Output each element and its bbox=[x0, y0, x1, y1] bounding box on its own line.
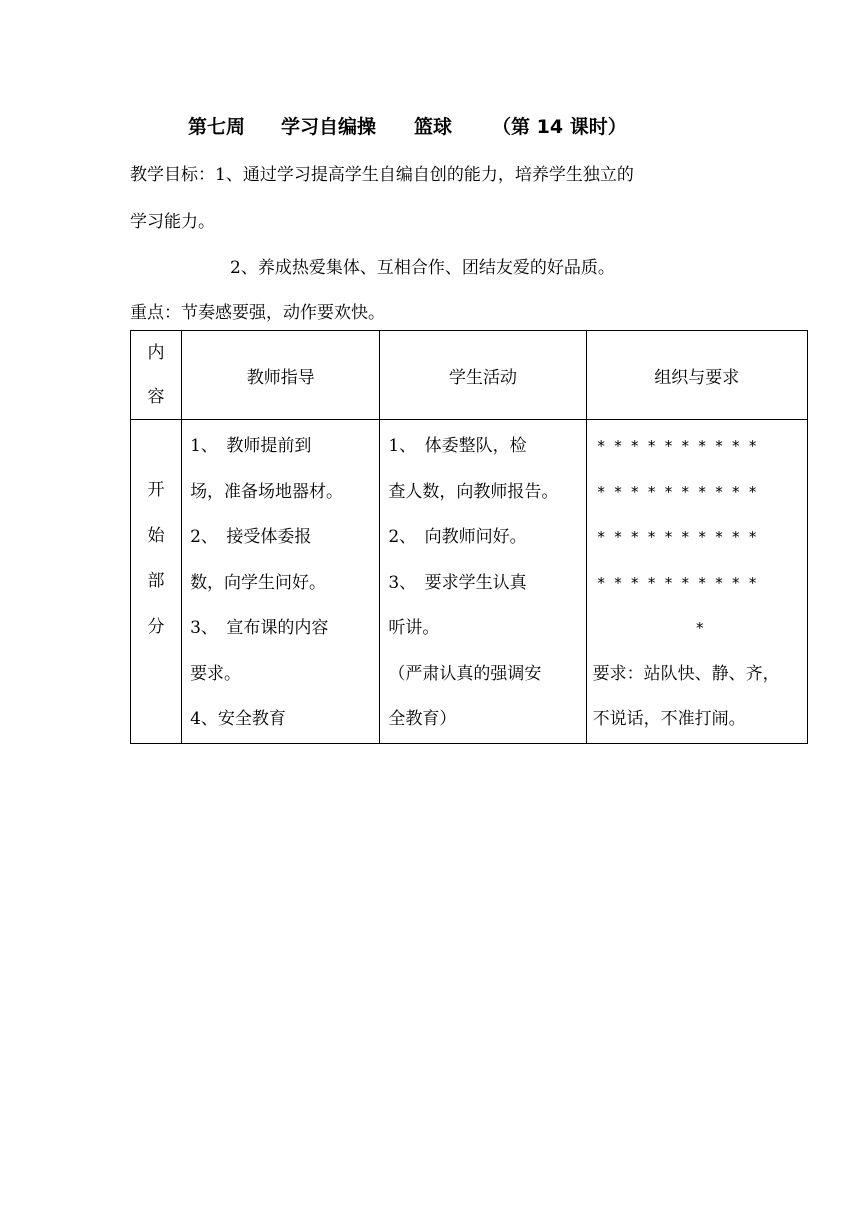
formation-star-row: ********** bbox=[596, 437, 765, 455]
org-requirement-line: 不说话，不准打闹。 bbox=[592, 709, 746, 729]
goals-line-2: 学习能力。 bbox=[130, 212, 215, 232]
student-line: 1、 体委整队，检 bbox=[388, 436, 527, 456]
lesson-table bbox=[130, 330, 808, 744]
title-topic: 学习自编操 bbox=[281, 116, 377, 138]
header-content-char: 容 bbox=[147, 387, 165, 407]
teacher-cell bbox=[182, 420, 380, 744]
key-point: 重点：节奏感要强，动作要欢快。 bbox=[130, 303, 385, 323]
page-title bbox=[188, 112, 627, 139]
student-line: （严肃认真的强调安 bbox=[388, 663, 542, 684]
student-line: 2、 向教师问好。 bbox=[388, 527, 527, 547]
org-requirement-line: 要求：站队快、静、齐， bbox=[592, 663, 780, 684]
student-line: 查人数，向教师报告。 bbox=[388, 481, 559, 502]
student-line: 3、 要求学生认真 bbox=[388, 572, 527, 593]
formation-star-row: ********** bbox=[596, 482, 765, 501]
title-week: 第七周 bbox=[188, 116, 246, 138]
goals-line-3: 2、养成热爱集体、互相合作、团结友爱的好品质。 bbox=[230, 258, 615, 278]
teacher-line: 3、 宣布课的内容 bbox=[190, 618, 329, 638]
section-char: 分 bbox=[147, 616, 165, 637]
title-lesson: （第 14 课时） bbox=[492, 116, 627, 138]
student-line: 全教育） bbox=[388, 709, 457, 729]
table-header-row bbox=[131, 331, 808, 420]
section-char: 始 bbox=[147, 525, 165, 546]
section-char: 部 bbox=[147, 571, 165, 591]
title-sport: 篮球 bbox=[414, 116, 453, 138]
header-organization: 组织与要求 bbox=[586, 331, 807, 420]
teacher-line: 要求。 bbox=[190, 663, 242, 684]
teacher-line: 1、 教师提前到 bbox=[190, 436, 312, 456]
teacher-line: 4、安全教育 bbox=[190, 709, 286, 729]
student-line: 听讲。 bbox=[388, 618, 440, 638]
header-content bbox=[131, 331, 182, 420]
header-student: 学生活动 bbox=[380, 331, 586, 420]
section-char: 开 bbox=[147, 480, 165, 500]
header-teacher: 教师指导 bbox=[182, 331, 380, 420]
table-row bbox=[131, 420, 808, 744]
header-content-char: 内 bbox=[147, 343, 165, 363]
organization-cell bbox=[586, 420, 807, 744]
section-cell bbox=[131, 420, 182, 744]
formation-star-row: ********** bbox=[596, 528, 765, 546]
formation-star-row: ********** bbox=[596, 573, 765, 592]
teacher-line: 场，准备场地器材。 bbox=[190, 481, 344, 502]
goals-line-1: 教学目标：1、通过学习提高学生自编自创的能力，培养学生独立的 bbox=[130, 165, 634, 185]
formation-star-single: * bbox=[695, 619, 705, 637]
teacher-line: 2、 接受体委报 bbox=[190, 527, 312, 547]
student-cell bbox=[380, 420, 586, 744]
teacher-line: 数，向学生问好。 bbox=[190, 572, 327, 593]
